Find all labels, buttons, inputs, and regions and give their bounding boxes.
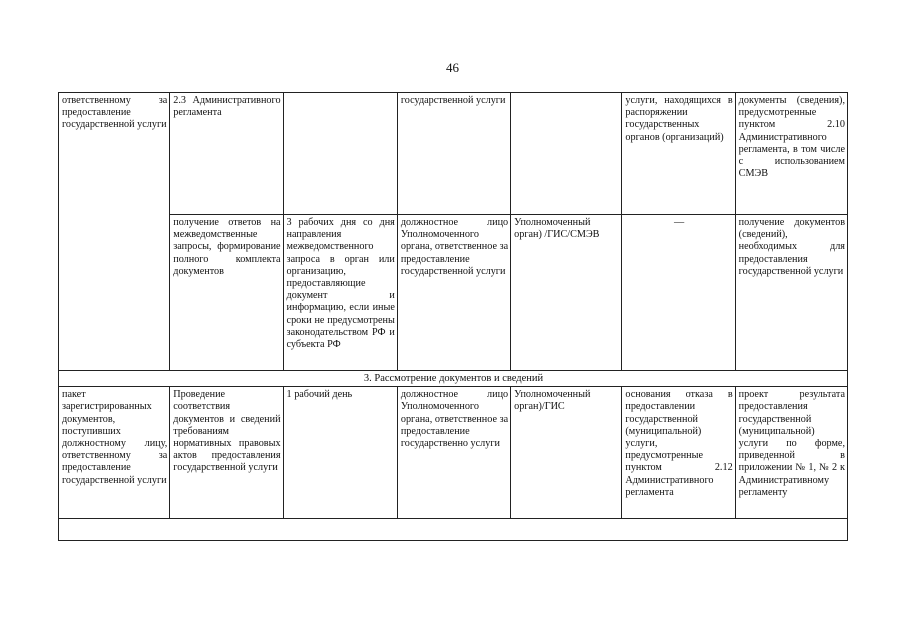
table-row bbox=[59, 93, 848, 215]
section-title: 3. Рассмотрение документов и сведений bbox=[59, 371, 848, 387]
table-cell: пакет зарегистрированных документов, поступивших должностному лицу, ответственному за предоставление государственной услуги bbox=[59, 387, 170, 519]
table-cell: — bbox=[622, 215, 735, 371]
table-row bbox=[59, 387, 848, 519]
table-cell: должностное лицо Уполномоченного органа, ответственное за предоставление государственно услуги bbox=[397, 387, 510, 519]
table-row bbox=[59, 215, 848, 371]
table-cell: основания отказа в предоставлении государственной (муниципальной) услуги, предусмотренные пунктом 2.12 Административного регламента bbox=[622, 387, 735, 519]
table-cell bbox=[283, 93, 397, 215]
table-cell: документы (сведения), предусмотренные пунктом 2.10 Административного регламента, в том числе с использованием СМЭВ bbox=[735, 93, 847, 215]
table-cell: услуги, находящихся в распоряжении государственных органов (организаций) bbox=[622, 93, 735, 215]
section-header-row bbox=[59, 371, 848, 387]
procedures-table bbox=[58, 92, 848, 541]
table-cell: получение документов (сведений), необходимых для предоставления государственной услуги bbox=[735, 215, 847, 371]
table-cell: должностное лицо Уполномоченного органа, ответственное за предоставление государственной услуги bbox=[397, 215, 510, 371]
table-cell: ответственному за предоставление государственной услуги bbox=[59, 93, 170, 371]
table-cell-empty bbox=[59, 519, 848, 541]
table-cell: Уполномоченный орган) /ГИС/СМЭВ bbox=[511, 215, 622, 371]
table-cell: Уполномоченный орган)/ГИС bbox=[511, 387, 622, 519]
table-cell: проект результата предоставления государственной (муниципальной) услуги по форме, приведенной в приложении № 1, № 2 к Административному регламенту bbox=[735, 387, 847, 519]
page-number: 46 bbox=[446, 60, 459, 75]
table-cell: государственной услуги bbox=[397, 93, 510, 215]
table-cell bbox=[511, 93, 622, 215]
table-row-empty bbox=[59, 519, 848, 541]
table-cell: 1 рабочий день bbox=[283, 387, 397, 519]
table-cell: 3 рабочих дня со дня направления межведомственного запроса в орган или организацию, предоставляющие документ и информацию, если иные сроки не предусмотрены законодательством РФ и субъекта РФ bbox=[283, 215, 397, 371]
table-cell: получение ответов на межведомственные запросы, формирование полного комплекта документов bbox=[170, 215, 283, 371]
table-cell: 2.3 Административного регламента bbox=[170, 93, 283, 215]
table-cell: Проведение соответствия документов и сведений требованиям нормативных правовых актов предоставления государственной услуги bbox=[170, 387, 283, 519]
